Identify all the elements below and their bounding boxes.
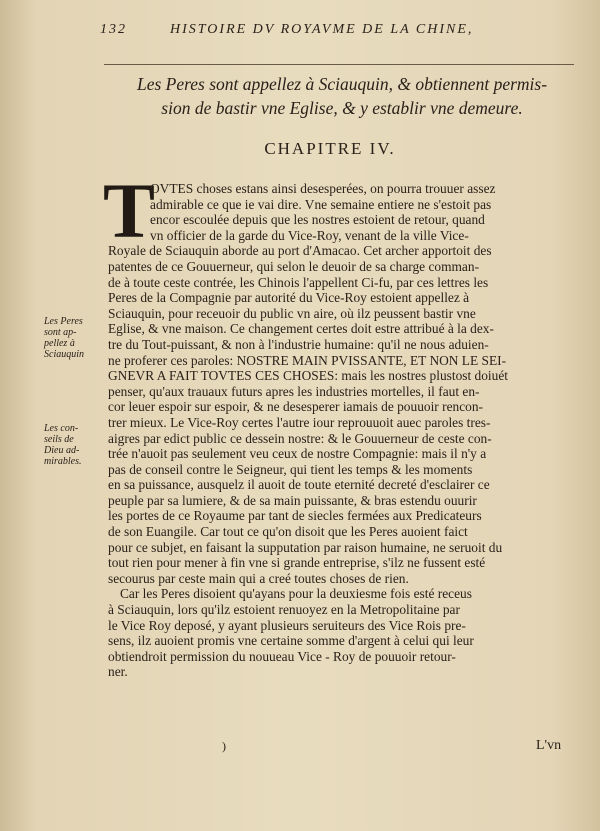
body-line: à Sciauquin, lors qu'ilz estoient renuoyez en la Metropolitaine par bbox=[108, 602, 460, 618]
body-line: sens, ilz auoient promis vne certaine somme d'argent à celui qui leur bbox=[108, 633, 474, 649]
margin-note-line: Dieu ad- bbox=[44, 445, 80, 456]
body-line: encor escoulée depuis que les nostres estoient de retour, quand bbox=[150, 212, 485, 228]
body-line: penser, qu'aux trauaux futurs apres les industries mortelles, il faut en- bbox=[108, 383, 480, 399]
page-number: 132 bbox=[100, 22, 127, 37]
chapter-title bbox=[112, 72, 572, 120]
margin-note-line: Les Peres bbox=[44, 316, 83, 327]
chapter-title-line-1: Les Peres sont appellez à Sciauquin, & obtiennent permis- bbox=[136, 74, 548, 94]
margin-note-line: seils de bbox=[44, 434, 74, 445]
running-head: HISTOIRE DV ROYAVME DE LA CHINE, bbox=[170, 22, 474, 37]
body-line: Peres de la Compagnie par autorité du Vice-Roy estoient appellez à bbox=[108, 290, 470, 306]
body-line: Royale de Sciauquin aborde au port d'Amacao. Cet archer apportoit des bbox=[108, 243, 492, 259]
signature-mark: ) bbox=[222, 739, 226, 753]
body-line: Sciauquin, pour receuoir du public vn aire, où ilz peussent bastir vne bbox=[108, 305, 476, 321]
body-line: ne proferer ces paroles: NOSTRE MAIN PVISSANTE, ET NON LE SEI- bbox=[108, 352, 507, 368]
body-line: pour ce subjet, en faisant la supputation par raison humaine, ne seruoit du bbox=[108, 539, 503, 555]
margin-note-line: sont ap- bbox=[44, 327, 77, 338]
body-line: les portes de ce Royaume par tant de siecles fermées aux Predicateurs bbox=[108, 508, 482, 524]
body-line: ner. bbox=[108, 664, 128, 680]
margin-note-line: mirables. bbox=[44, 456, 82, 467]
body-line: peuple par sa lumiere, & de sa main puissante, & bras estendu ouurir bbox=[108, 492, 477, 508]
body-line: de à toute ceste contrée, les Chinois l'appellent Ci-fu, par ces lettres les bbox=[108, 274, 489, 290]
body-line: aigres par edict public ce dessein nostre: & le Gouuerneur de ceste con- bbox=[108, 430, 492, 446]
body-line: en sa puissance, ausquelz il auoit de toute eternité decreté d'esclairer ce bbox=[108, 477, 490, 493]
header-rule bbox=[104, 64, 574, 65]
margin-note-line: pellez à bbox=[44, 338, 75, 349]
body-line: patentes de ce Gouuerneur, qui selon le deuoir de sa charge comman- bbox=[108, 258, 480, 274]
margin-note-line: Sciauquin bbox=[44, 349, 84, 360]
body-line: pas de conseil contre le Seigneur, qui tient les temps & les moments bbox=[108, 461, 473, 477]
margin-note-line: Les con- bbox=[44, 423, 79, 434]
body-line: obtiendroit permission du nouueau Vice - Roy de pouuoir retour- bbox=[108, 648, 456, 664]
body-line: de son Euangile. Car tout ce qu'on disoit que les Peres auoient faict bbox=[108, 524, 468, 540]
body-line: trée n'auoit pas seulement veu ceux de nostre Compagnie: mais il n'y a bbox=[108, 446, 487, 462]
body-line: GNEVR A FAIT TOVTES CES CHOSES: mais les nostres plustost doiuét bbox=[108, 368, 509, 384]
margin-note-2 bbox=[44, 423, 102, 467]
margin-note-1 bbox=[44, 316, 102, 360]
body-line: vn officier de la garde du Vice-Roy, venant de la ville Vice- bbox=[150, 227, 469, 243]
chapter-title-line-2: sion de bastir vne Eglise, & y establir vne demeure. bbox=[161, 98, 523, 118]
body-line: trer mieux. Le Vice-Roy certes l'autre iour reprouuoit auec paroles tres- bbox=[108, 414, 491, 430]
body-line: tre du Tout-puissant, & non à l'industrie humaine: qu'il ne nous aduien- bbox=[108, 336, 489, 352]
drop-cap: T bbox=[103, 167, 156, 254]
body-line: Car les Peres disoient qu'ayans pour la deuxiesme fois esté receus bbox=[120, 586, 472, 602]
body-line: tout rien pour mener à fin vne si grande entreprise, s'ilz ne fussent esté bbox=[108, 555, 486, 571]
page-header bbox=[100, 20, 600, 42]
body-line: OVTES choses estans ainsi desesperées, on pourra trouuer assez bbox=[150, 181, 496, 196]
body-line: Eglise, & vne maison. Ce changement certes doit estre attribué à la dex- bbox=[108, 321, 494, 337]
body-line: cor leuer espoir sur espoir, & ne desesperer iamais de pouuoir rencon- bbox=[108, 399, 484, 415]
body-line: admirable ce que ie vai dire. Vne semaine entiere ne s'estoit pas bbox=[150, 196, 492, 212]
body-line: le Vice Roy deposé, y ayant plusieurs seruiteurs des Vice Rois pre- bbox=[108, 617, 466, 633]
catchword: L'vn bbox=[536, 738, 562, 753]
body-line: secourus par ceste main qui a creé toutes choses de rien. bbox=[108, 570, 409, 586]
chapter-number: CHAPITRE IV. bbox=[264, 139, 396, 158]
body-text bbox=[108, 181, 576, 680]
